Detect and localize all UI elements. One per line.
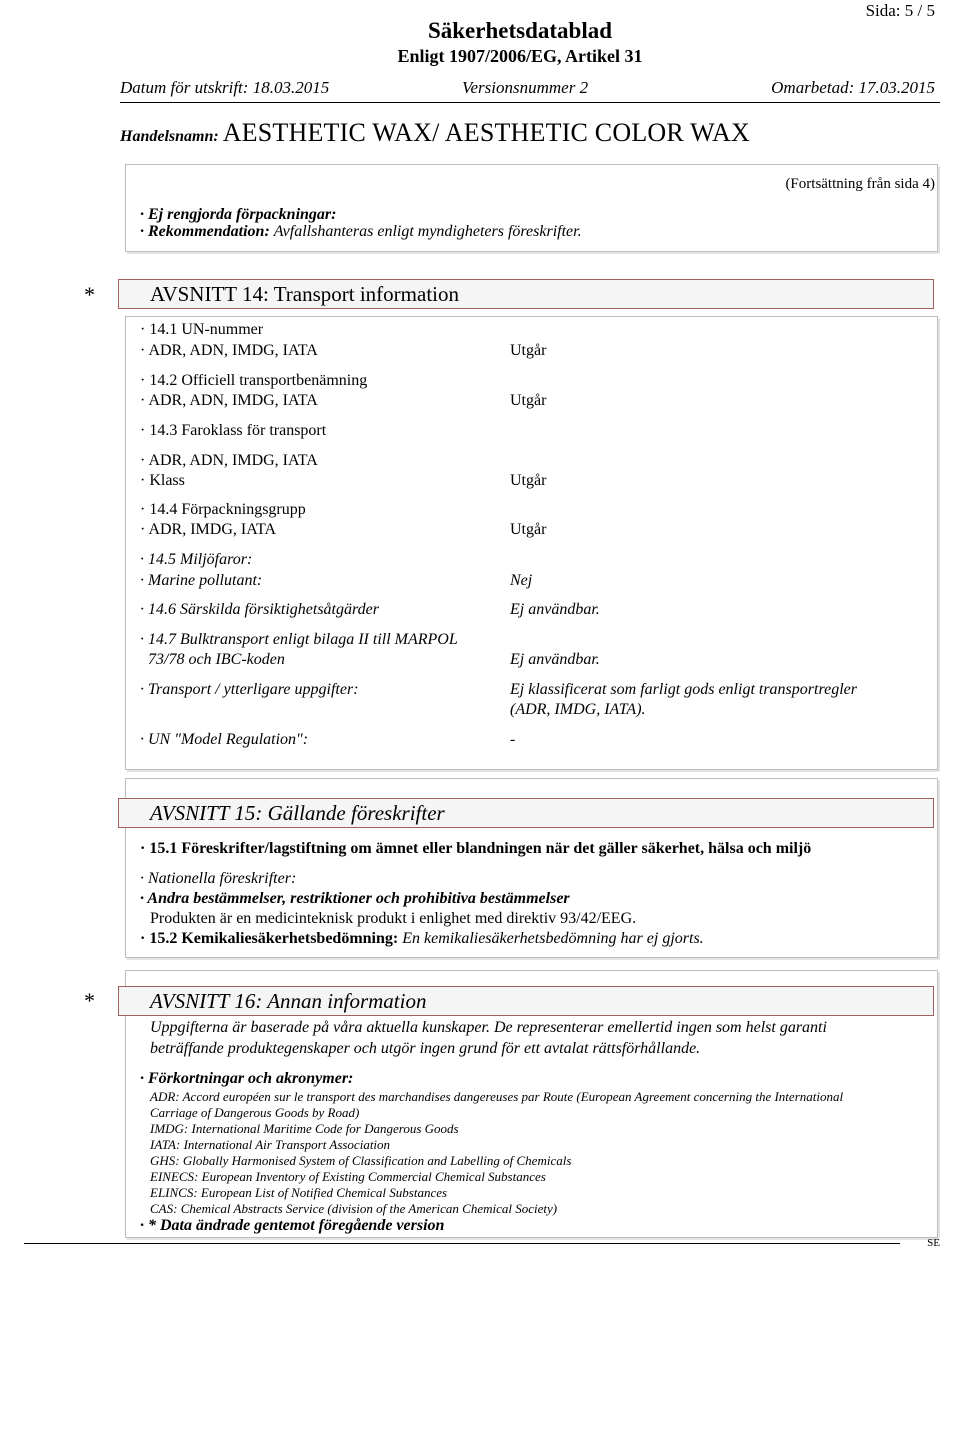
abbreviations-label: · Förkortningar och akronymer: [140,1070,354,1087]
s14-1-value: Utgår [510,342,547,359]
trade-name: AESTHETIC WAX/ AESTHETIC COLOR WAX [222,118,750,147]
s14-1-heading: · 14.1 UN-nummer [140,321,264,338]
section-16-title: AVSNITT 16: Annan information [150,989,427,1013]
continuation-note: (Fortsättning från sida 4) [785,176,935,192]
s14-4-value: Utgår [510,521,547,538]
s15-2-label: · 15.2 Kemikaliesäkerhetsbedömning: [140,930,399,947]
footer-divider [24,1243,900,1244]
recommendation-label: · Rekommendation: [140,223,270,240]
s14-5-value: Nej [510,572,533,589]
abbr-ghs: GHS: Globally Harmonised System of Classification and Labelling of Chemicals [150,1153,572,1168]
s14-5-label: · Marine pollutant: [140,572,263,589]
transport-extra-label: · Transport / ytterligare uppgifter: [140,681,359,698]
other-regulations-label: · Andra bestämmelser, restriktioner och prohibitiva bestämmelser [140,890,570,907]
s14-7-label-line1: · 14.7 Bulktransport enligt bilaga II till MARPOL [140,631,458,648]
s14-3-heading: · 14.3 Faroklass för transport [140,422,327,439]
version-number: Versionsnummer 2 [462,78,589,97]
s14-2-heading: · 14.2 Officiell transportbenämning [140,372,368,389]
s15-1-heading: · 15.1 Föreskrifter/lagstiftning om ämnet eller blandningen när det gäller säkerhet, hälsa och miljö [140,840,812,857]
medical-device-note: Produkten är en medicinteknisk produkt i enlighet med direktiv 93/42/EEG. [150,910,637,927]
disclaimer-line2: beträffande produktegenskaper och utgör ingen grund för ett avtalat rättsförhållande. [150,1040,701,1057]
transport-extra-value-line1: Ej klassificerat som farligt gods enligt transportregler [510,681,857,698]
disclaimer-line1: Uppgifterna är baserade på våra aktuella kunskaper. De representerar emellertid ingen som helst garanti [150,1019,827,1036]
transport-extra-value-line2: (ADR, IMDG, IATA). [510,701,646,718]
s14-4-label: · ADR, IMDG, IATA [140,521,277,538]
s14-3-class-label: · Klass [140,472,185,489]
un-model-regulation-label: · UN "Model Regulation": [140,731,309,748]
section-15-title: AVSNITT 15: Gällande föreskrifter [150,801,445,825]
s14-5-heading: · 14.5 Miljöfaror: [140,551,253,568]
section-14-changed-marker: * [84,282,95,307]
document-subtitle: Enligt 1907/2006/EG, Artikel 31 [397,46,643,66]
abbr-elincs: ELINCS: European List of Notified Chemical Substances [150,1185,448,1200]
s14-4-heading: · 14.4 Förpackningsgrupp [140,501,306,518]
s14-6-value: Ej användbar. [510,601,600,618]
abbr-imdg: IMDG: International Maritime Code for Dangerous Goods [150,1121,459,1136]
s14-7-value: Ej användbar. [510,651,600,668]
s14-3-value: Utgår [510,472,547,489]
trade-name-label: Handelsnamn: [120,128,219,145]
recommendation-value: Avfallshanteras enligt myndigheters föreskrifter. [273,223,582,240]
s14-7-label-line2: 73/78 och IBC-koden [148,651,285,668]
abbr-adr-line2: Carriage of Dangerous Goods by Road) [150,1105,360,1120]
s15-2-value: En kemikaliesäkerhetsbedömning har ej gjorts. [402,930,704,947]
uncleaned-packaging-label: · Ej rengjorda förpackningar: [140,206,337,223]
abbr-einecs: EINECS: European Inventory of Existing Commercial Chemical Substances [150,1169,546,1184]
section-16-changed-marker: * [84,988,95,1013]
page-number: Sida: 5 / 5 [865,1,935,20]
abbr-adr-line1: ADR: Accord européen sur le transport des marchandises dangereuses par Route (European Agreement concerning the International [150,1089,844,1104]
print-date: Datum för utskrift: 18.03.2015 [120,78,330,97]
header-divider [120,102,940,103]
un-model-regulation-value: - [510,731,516,748]
recommendation-row [140,223,582,241]
abbr-iata: IATA: International Air Transport Association [150,1137,391,1152]
national-regulations-label: · Nationella föreskrifter: [140,870,297,887]
s15-2-row [140,930,704,948]
s14-6-label: · 14.6 Särskilda försiktighetsåtgärder [140,601,379,618]
section-14-title: AVSNITT 14: Transport information [150,282,459,306]
abbr-cas: CAS: Chemical Abstracts Service (division of the American Chemical Society) [150,1201,558,1216]
trade-name-row [120,118,750,148]
s14-3-label: · ADR, ADN, IMDG, IATA [140,452,318,469]
revised-date: Omarbetad: 17.03.2015 [771,78,935,97]
s14-2-value: Utgår [510,392,547,409]
s14-1-label: · ADR, ADN, IMDG, IATA [140,342,318,359]
language-code: SE [927,1237,940,1249]
document-title: Säkerhetsdatablad [427,18,613,43]
s14-2-label: · ADR, ADN, IMDG, IATA [140,392,318,409]
changed-data-note: · * Data ändrade gentemot föregående version [140,1217,445,1234]
